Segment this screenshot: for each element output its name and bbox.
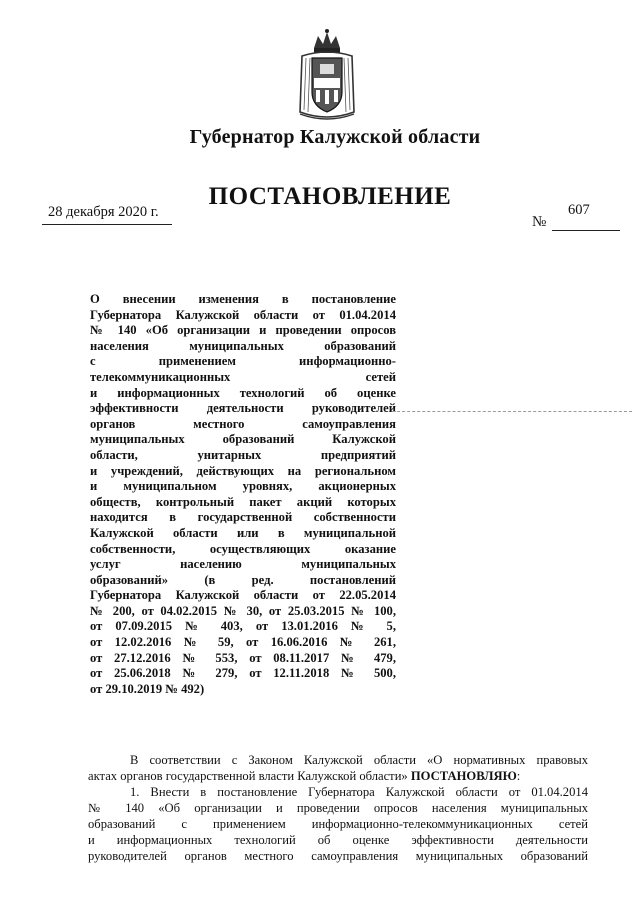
heading-line: эффективности деятельности руководителей [90,401,396,416]
heading-line: услуг населению муниципальных [90,557,396,572]
heading-line: О внесении изменения в постановление [90,292,396,306]
date-underline [42,224,172,225]
heading-line: и учреждений, действующих на региональном [90,463,396,478]
document-date: 28 декабря 2020 г. [48,204,159,220]
coat-of-arms-emblem [296,28,358,124]
heading-line: от 07.09.2015 № 403, от 13.01.2016 № 5, [90,619,396,634]
decree-keyword: ПОСТАНОВЛЯЮ [410,769,517,783]
heading-line: области, унитарных предприятий [90,447,396,462]
heading-line: от 25.06.2018 № 279, от 12.11.2018 № 500, [90,666,396,681]
document-body [88,752,588,864]
body-line: В соответствии с Законом Калужской области «О нормативных правовых [130,753,588,767]
number-sign: № [532,214,547,230]
heading-line: телекоммуникационных сетей [90,369,396,384]
body-text-fragment: актах органов государственной власти Калужской области» [88,769,408,783]
document-number: 607 [568,202,590,218]
scan-artifact-line [392,411,632,412]
heading-line: собственности, осуществляющих оказание [90,541,396,556]
heading-line: № 140 «Об организации и проведении опросов [90,323,396,338]
heading-line: Калужской области или в муниципальной [90,525,396,540]
issuer-title: Губернатор Калужской области [189,126,481,148]
number-underline [552,230,620,231]
body-line [88,768,588,784]
heading-line: находится в государственной собственности [90,510,396,525]
body-line: и информационных технологий об оценке эффективности деятельности [88,833,588,847]
heading-line: от 27.12.2016 № 553, от 08.11.2017 № 479, [90,650,396,665]
body-line: 1. Внести в постановление Губернатора Калужской области от 01.04.2014 [130,785,588,799]
heading-line: № 200, от 04.02.2015 № 30, от 25.03.2015 № 100, [90,603,396,618]
heading-line: и информационных технологий об оценке [90,385,396,400]
body-line: № 140 «Об организации и проведении опросов населения муниципальных [88,801,588,815]
heading-line: от 29.10.2019 № 492) [90,681,205,696]
heading-line: обществ, контрольный пакет акций которых [90,494,396,509]
document-type-title: ПОСТАНОВЛЕНИЕ [208,183,452,210]
heading-line: от 12.02.2016 № 59, от 16.06.2016 № 261, [90,635,396,650]
heading-line: муниципальных образований Калужской [90,432,396,447]
heading-line: и муниципальном уровнях, акционерных [90,479,396,494]
heading-line: с применением информационно- [90,354,396,369]
heading-line: населения муниципальных образований [90,338,396,353]
document-heading [90,292,396,697]
heading-line: Губернатора Калужской области от 01.04.2014 [90,307,396,322]
body-line: образований с применением информационно-телекоммуникационных сетей [88,817,588,831]
heading-line: Губернатора Калужской области от 22.05.2014 [90,588,396,603]
heading-line: образований» (в ред. постановлений [90,572,396,587]
heading-line: органов местного самоуправления [90,416,396,431]
body-line: руководителей органов местного самоуправления муниципальных образований [88,849,588,863]
body-text-fragment: : [516,769,521,783]
